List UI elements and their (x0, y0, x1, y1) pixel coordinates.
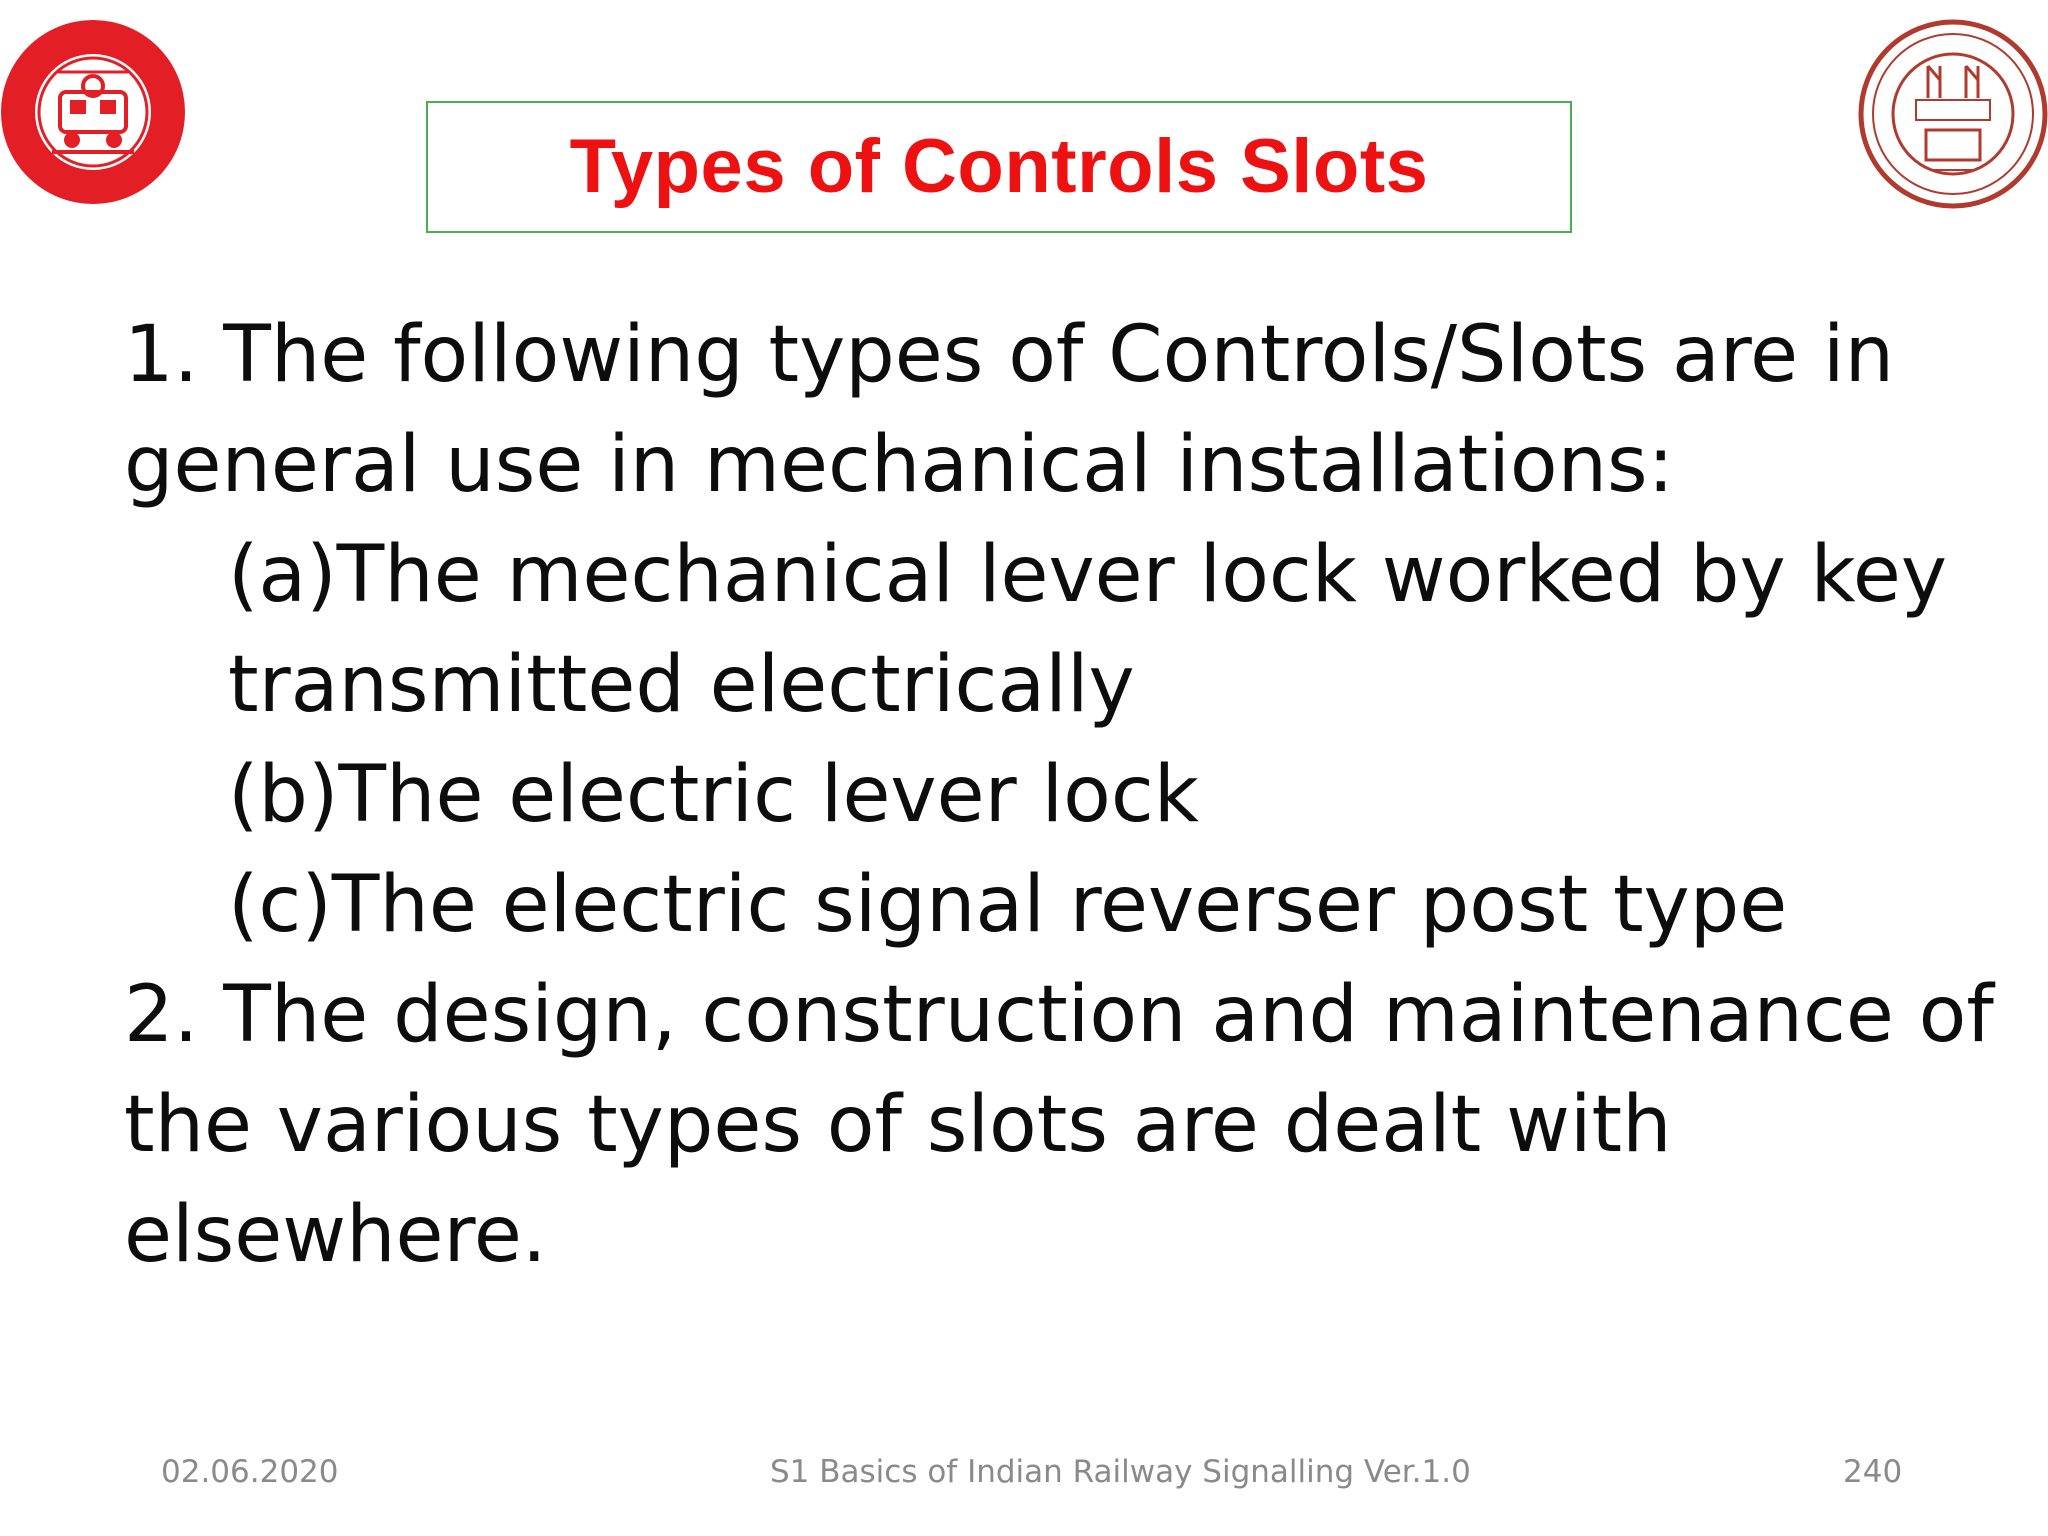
body-line-1: 1. The following types of Controls/Slots are in (124, 310, 1895, 400)
iriset-logo (1858, 6, 2048, 228)
list-item-c: (c)The electric signal reverser post type (228, 860, 1788, 950)
body-line-3: 2. The design, construction and maintenance of (124, 970, 1994, 1060)
body-line-4: the various types of slots are dealt with (124, 1080, 1672, 1170)
slide-title: Types of Controls Slots (569, 124, 1429, 209)
title-box (426, 101, 1572, 233)
list-item-a-line-1: (a)The mechanical lever lock worked by key (228, 530, 1948, 620)
list-item-a-line-2: transmitted electrically (228, 640, 1135, 730)
iriset-seal-icon (1858, 6, 2048, 228)
footer-date: 02.06.2020 (161, 1454, 339, 1490)
footer-page-number: 240 (1843, 1454, 1903, 1490)
list-item-b: (b)The electric lever lock (228, 750, 1199, 840)
footer-course-title: S1 Basics of Indian Railway Signalling Ver.1.0 (770, 1454, 1471, 1490)
slide-body (124, 300, 1994, 1290)
body-line-2: general use in mechanical installations: (124, 420, 1674, 510)
body-line-5: elsewhere. (124, 1190, 547, 1280)
indian-railways-logo-icon (0, 0, 190, 224)
indian-railways-logo (0, 0, 190, 224)
